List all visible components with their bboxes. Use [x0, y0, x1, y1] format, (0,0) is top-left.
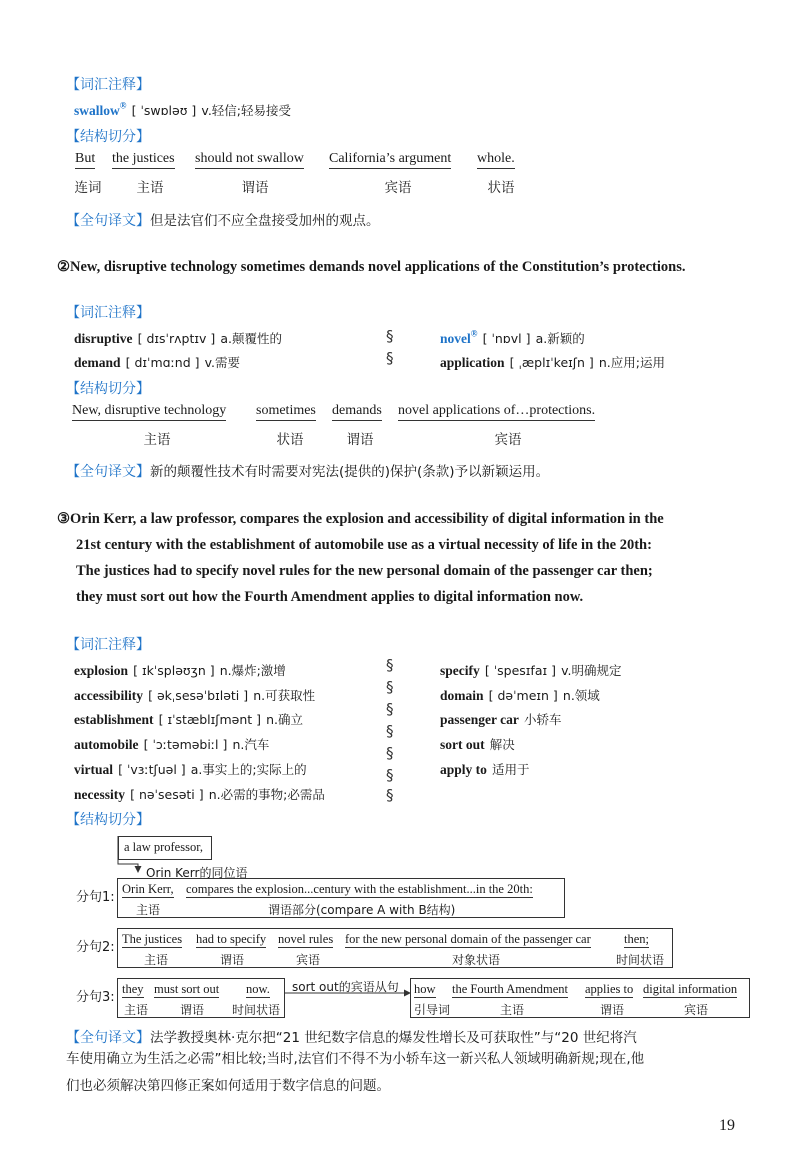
segment: But	[75, 151, 95, 169]
clause-part: Orin Kerr,	[122, 882, 174, 896]
sentence-3-line: they must sort out how the Fourth Amendment applies to digital information now.	[76, 589, 584, 605]
vocab-label-2: 【词汇注释】	[66, 305, 150, 321]
sentence-3-line: ③Orin Kerr, a law professor, compares the explosion and accessibility of digital information in the	[57, 511, 664, 527]
exam-mark-icon: ®	[119, 100, 127, 111]
segment-role: 连词	[74, 180, 102, 196]
vocab-definition: a.事实上的;实际上的	[190, 762, 307, 777]
vocab-word: necessity	[74, 787, 125, 802]
segment-role: 谓语	[241, 180, 269, 196]
segment: should not swallow	[195, 151, 304, 169]
sentence-3-line: The justices had to specify novel rules for the new personal domain of the passenger car then;	[76, 563, 653, 579]
segment-role: 状语	[487, 180, 515, 196]
divider-wave-icon: §	[386, 766, 394, 784]
clause-link-note: sort out的宾语从句	[292, 980, 399, 994]
vocab-definition: a.颠覆性的	[220, 331, 282, 346]
clause-role: 时间状语	[616, 953, 665, 967]
clause-role: 谓语	[220, 953, 245, 967]
segment: the justices	[112, 151, 175, 169]
clause-role: 主语	[124, 1003, 149, 1017]
vocab-phonetic: [ ˈspesɪfaɪ ]	[484, 663, 556, 678]
divider-wave-icon: §	[386, 744, 394, 762]
vocab-definition: a.新颖的	[535, 331, 585, 346]
vocab-word: domain	[440, 688, 484, 703]
clause-role: 对象状语	[452, 953, 501, 967]
vocab-label-1: 【词汇注释】	[66, 77, 150, 93]
divider-wave-icon: §	[386, 656, 394, 674]
segment: sometimes	[256, 403, 316, 421]
segment-role: 主语	[143, 432, 171, 448]
segment-role: 宾语	[494, 432, 522, 448]
vocab-definition: n.领域	[562, 688, 600, 703]
vocab-word: apply to	[440, 762, 487, 777]
clause-part: how	[414, 982, 436, 996]
clause-role: 谓语	[180, 1003, 205, 1017]
divider-wave-icon: §	[386, 678, 394, 696]
vocab-phonetic: [ ˈvɜːtʃuəl ]	[118, 762, 186, 777]
vocab-definition: n.确立	[266, 712, 304, 727]
divider-wave-icon: §	[386, 786, 394, 804]
vocab-definition: v.需要	[204, 355, 241, 370]
segment-role: 状语	[276, 432, 304, 448]
vocab-word: virtual	[74, 762, 113, 777]
translation-text: 法学教授奥林·克尔把“21 世纪数字信息的爆发性增长及可获取性”与“20 世纪将汽	[150, 1030, 637, 1046]
structure-label-1: 【结构切分】	[66, 129, 150, 145]
vocab-definition: 解决	[489, 737, 515, 752]
clause-part: The justices	[122, 932, 183, 946]
segment: California’s argument	[329, 151, 451, 169]
vocab-definition: n.应用;运用	[598, 355, 665, 370]
vocab-phonetic: [ dɪˈmɑːnd ]	[125, 355, 200, 370]
translation-3	[66, 1026, 637, 1047]
segment-role: 主语	[136, 180, 164, 196]
translation-text: 但是法官们不应全盘接受加州的观点。	[150, 213, 380, 229]
clause-part: they	[122, 982, 144, 996]
vocab-phonetic: [ əkˌsesəˈbɪləti ]	[148, 688, 249, 703]
segment: demands	[332, 403, 382, 421]
divider-wave-icon: §	[386, 722, 394, 740]
vocab-definition: v.轻信;轻易接受	[201, 103, 292, 118]
translation-line: 们也必须解决第四修正案如何适用于数字信息的问题。	[66, 1078, 390, 1094]
structure-label-2: 【结构切分】	[66, 381, 150, 397]
appositive-note: Orin Kerr的同位语	[146, 866, 248, 880]
vocab-word: disruptive	[74, 331, 133, 346]
vocab-label-3: 【词汇注释】	[66, 637, 150, 653]
clause-role: 主语	[136, 903, 161, 917]
clause-role: 主语	[144, 953, 169, 967]
translation-label: 【全句译文】	[66, 213, 150, 229]
clause-role: 宾语	[296, 953, 321, 967]
vocab-phonetic: [ ˌæplɪˈkeɪʃn ]	[509, 355, 594, 370]
clause-role: 时间状语	[232, 1003, 281, 1017]
clause-label: 分句1:	[76, 890, 115, 905]
appositive-text: a law professor,	[124, 840, 203, 854]
clause-part: compares the explosion...century with the establishment...in the 20th:	[186, 882, 533, 896]
clause-label: 分句3:	[76, 990, 115, 1005]
vocab-word: establishment	[74, 712, 154, 727]
vocab-phonetic: [ ˈnɒvl ]	[482, 331, 531, 346]
segment: novel applications of…protections.	[398, 403, 595, 421]
vocab-definition: 小轿车	[523, 712, 562, 727]
divider-wave-icon: §	[386, 327, 394, 345]
vocab-phonetic: [ ɪkˈspləʊʒn ]	[133, 663, 215, 678]
sentence-2: ②New, disruptive technology sometimes demands novel applications of the Constitution’s protections.	[57, 259, 686, 275]
clause-part: then;	[624, 932, 649, 946]
clause-role: 主语	[500, 1003, 525, 1017]
clause-part: now.	[246, 982, 270, 996]
segment-role: 宾语	[384, 180, 412, 196]
clause-part: novel rules	[278, 932, 334, 946]
vocab-definition: v.明确规定	[561, 663, 622, 678]
vocab-definition: n.可获取性	[253, 688, 316, 703]
structure-label-3: 【结构切分】	[66, 812, 150, 828]
divider-wave-icon: §	[386, 349, 394, 367]
clause-label: 分句2:	[76, 940, 115, 955]
vocab-definition: n.必需的事物;必需品	[208, 787, 325, 802]
vocab-phonetic: [ ˈswɒləʊ ]	[131, 103, 197, 118]
segment-role: 谓语	[346, 432, 374, 448]
vocab-phonetic: [ nəˈsesəti ]	[130, 787, 204, 802]
vocab-word: accessibility	[74, 688, 143, 703]
vocab-word: swallow	[74, 103, 120, 118]
clause-role: 宾语	[684, 1003, 709, 1017]
clause-part: must sort out	[154, 982, 220, 996]
clause-part: digital information	[643, 982, 738, 996]
clause-role: 引导词	[414, 1003, 451, 1017]
vocab-word: application	[440, 355, 505, 370]
vocab-word: novel	[440, 331, 471, 346]
segment: whole.	[477, 151, 515, 169]
vocab-phonetic: [ dəˈmeɪn ]	[488, 688, 558, 703]
vocab-word: specify	[440, 663, 480, 678]
sentence-3-line: 21st century with the establishment of automobile use as a virtual necessity of life in the 20th:	[76, 537, 652, 553]
vocab-word: automobile	[74, 737, 139, 752]
clause-part: applies to	[585, 982, 634, 996]
translation-label: 【全句译文】	[66, 464, 150, 480]
translation-text: 新的颠覆性技术有时需要对宪法(提供的)保护(条款)予以新颖运用。	[150, 464, 550, 480]
page-number: 19	[719, 1117, 735, 1134]
clause-part: had to specify	[196, 932, 267, 946]
vocab-word: sort out	[440, 737, 485, 752]
vocab-word: passenger car	[440, 712, 519, 727]
vocab-phonetic: [ ɪˈstæblɪʃmənt ]	[158, 712, 262, 727]
vocab-definition: n.汽车	[232, 737, 270, 752]
vocab-definition: 适用于	[491, 762, 530, 777]
divider-wave-icon: §	[386, 700, 394, 718]
exam-mark-icon: ®	[470, 328, 478, 339]
vocab-word: explosion	[74, 663, 129, 678]
segment: New, disruptive technology	[72, 403, 226, 421]
translation-label: 【全句译文】	[66, 1030, 150, 1046]
clause-part: for the new personal domain of the passenger car	[345, 932, 591, 946]
vocab-phonetic: [ ˈɔːtəməbiːl ]	[143, 737, 228, 752]
clause-role: 谓语部分(compare A with B结构)	[268, 903, 456, 917]
clause-role: 谓语	[600, 1003, 625, 1017]
translation-line: 车使用确立为生活之必需”相比较;当时,法官们不得不为小轿车这一新兴私人领域明确新规;现在,他	[66, 1051, 645, 1067]
vocab-phonetic: [ dɪsˈrʌptɪv ]	[137, 331, 216, 346]
vocab-definition: n.爆炸;激增	[219, 663, 286, 678]
clause-part: the Fourth Amendment	[452, 982, 568, 996]
vocab-word: demand	[74, 355, 121, 370]
